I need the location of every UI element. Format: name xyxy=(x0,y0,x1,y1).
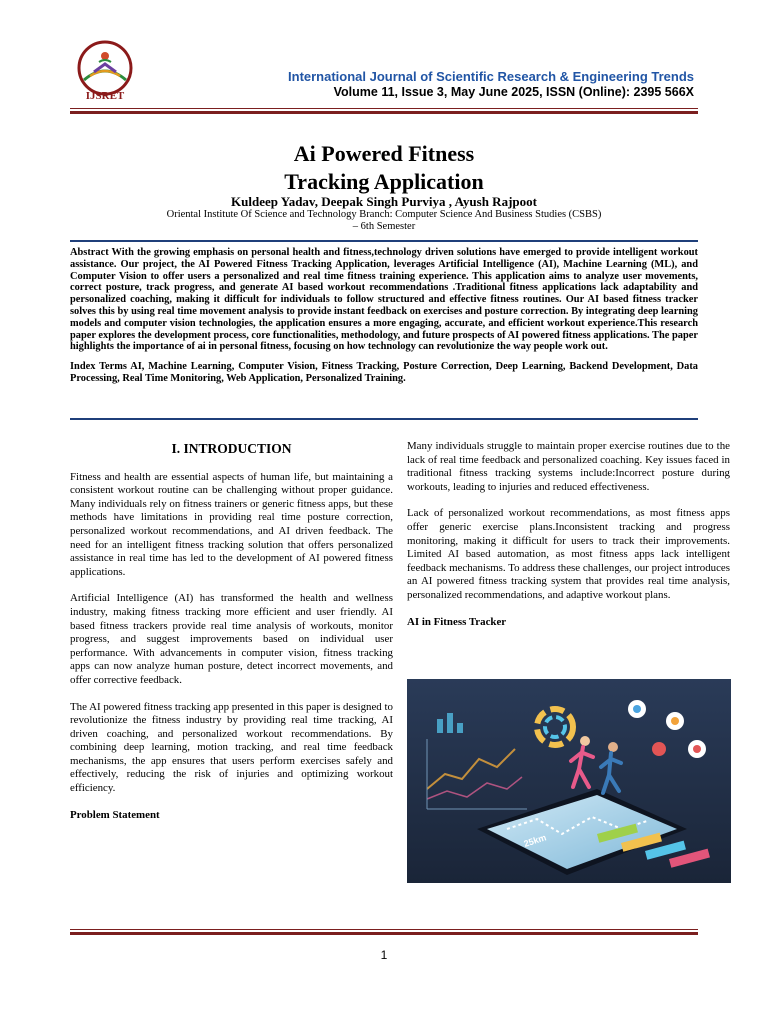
title-line-2: Tracking Application xyxy=(284,169,484,194)
intro-paragraph-2: Artificial Intelligence (AI) has transformed the health and wellness industry, making fitness tracking more efficient and user friendly. AI based fitness trackers provide real time analysis of workouts, monitor progress, and suggest improvements based on individual user performance. With advancements in computer vision, fitness tracking apps can now analyze human posture, detect incorrect movements, and offer corrective feedback. xyxy=(70,592,393,686)
paper-affiliation xyxy=(70,209,698,233)
journal-header xyxy=(70,40,698,106)
header-divider xyxy=(70,108,698,109)
problem-paragraph-1: Many individuals struggle to maintain proper exercise routines due to the lack of real time feedback and personalized coaching. Key issues faced in traditional fitness tracking systems include:Incorrect posture during workouts, leading to injuries and reduced effectiveness. xyxy=(407,440,730,493)
header-divider-thick xyxy=(70,111,698,114)
paper-authors: Kuldeep Yadav, Deepak Singh Purviya , Ayush Rajpoot xyxy=(231,194,537,209)
distance-label: 25km xyxy=(522,832,548,849)
intro-paragraph-1: Fitness and health are essential aspects of human life, but maintaining a consistent workout routine can be challenging without proper guidance. Many individuals rely on fitness trainers or generic fitness apps, but these methods have limitations in providing real time posture correction, personalized workout recommendations, and AI driven feedback. The need for an intelligent fitness tracking solution that offers personalized assistance in real time has led to the development of AI powered fitness applications. xyxy=(70,470,393,578)
page-number: 1 xyxy=(380,948,388,962)
problem-paragraph-2: Lack of personalized workout recommendations, as most fitness apps offer generic exercise plans.Inconsistent tracking and progress monitoring, making it difficult for users to track their improvements. Limited AI based automation, as most fitness apps lack intelligent feedback mechanisms. To address these challenges, our project introduces an AI powered fitness tracking system that provides real time analysis, personalized recommendations, and adaptive workout plans. xyxy=(407,507,730,601)
affiliation-line-1: Oriental Institute Of Science and Technology Branch: Computer Science And Business Studies (CSBS) xyxy=(166,209,602,220)
abstract-bottom-rule xyxy=(70,418,698,420)
intro-paragraph-3: The AI powered fitness tracking app presented in this paper is designed to revolutionize the fitness industry by providing real time tracking, AI driven coaching, and personalized workout recommendations. By combining deep learning, motion tracking, and real time feedback mechanisms, the app ensures that users perform exercises safely and effectively, reducing the risk of injuries and optimizing workout efficiency. xyxy=(70,700,393,795)
title-line-1: Ai Powered Fitness xyxy=(293,141,475,166)
section-heading-introduction: I. INTRODUCTION xyxy=(171,441,292,456)
journal-logo xyxy=(70,40,140,102)
left-column xyxy=(70,440,393,822)
affiliation-line-2: – 6th Semester xyxy=(352,221,416,232)
abstract-top-rule xyxy=(70,240,698,242)
fitness-tracker-illustration xyxy=(407,679,731,883)
footer-divider-thick xyxy=(70,932,698,935)
footer-divider xyxy=(70,929,698,930)
index-terms: Index Terms AI, Machine Learning, Computer Vision, Fitness Tracking, Posture Correction, Deep Learning, Backend Development, Data Processing, Real Time Monitoring, Web Application, Personalized Training. xyxy=(70,361,698,384)
paper-title xyxy=(70,140,698,196)
figure-heading: AI in Fitness Tracker xyxy=(407,615,507,628)
abstract-block xyxy=(70,247,698,393)
right-column xyxy=(407,440,730,629)
journal-name: International Journal of Scientific Research & Engineering Trends xyxy=(288,69,694,84)
logo-text: IJSRET xyxy=(85,90,125,102)
abstract-text: Abstract With the growing emphasis on personal health and fitness,technology driven solutions have emerged to provide intelligent workout assistance. Our project, the AI Powered Fitness Tracking Application, leverages Artificial Intelligence (AI), Machine Learning (ML), and Computer Vision to offer users a personalized and real time fitness training experience. This application aims to analyze user movements, correct posture, track progress, and generate AI based workout recommendations .Traditional fitness applications lack adaptability and personalized coaching, making it difficult for individuals to follow structured and effective fitness routines. Our AI based fitness tracker solves this by using real time movement analysis to provide instant feedback on exercises and posture correction. By integrating deep learning models and computer vision technologies, the application ensures a more engaging, accurate, and efficient workout experience.This research paper explores the development process, core functionalities, methodology, and future prospects of AI powered fitness applications. The paper highlights the importance of ai in personal fitness, focusing on how technology can revolutionize the way people work out. xyxy=(70,247,698,353)
problem-statement-heading: Problem Statement xyxy=(70,808,160,821)
journal-volume-line: Volume 11, Issue 3, May June 2025, ISSN (Online): 2395 566X xyxy=(333,85,694,99)
